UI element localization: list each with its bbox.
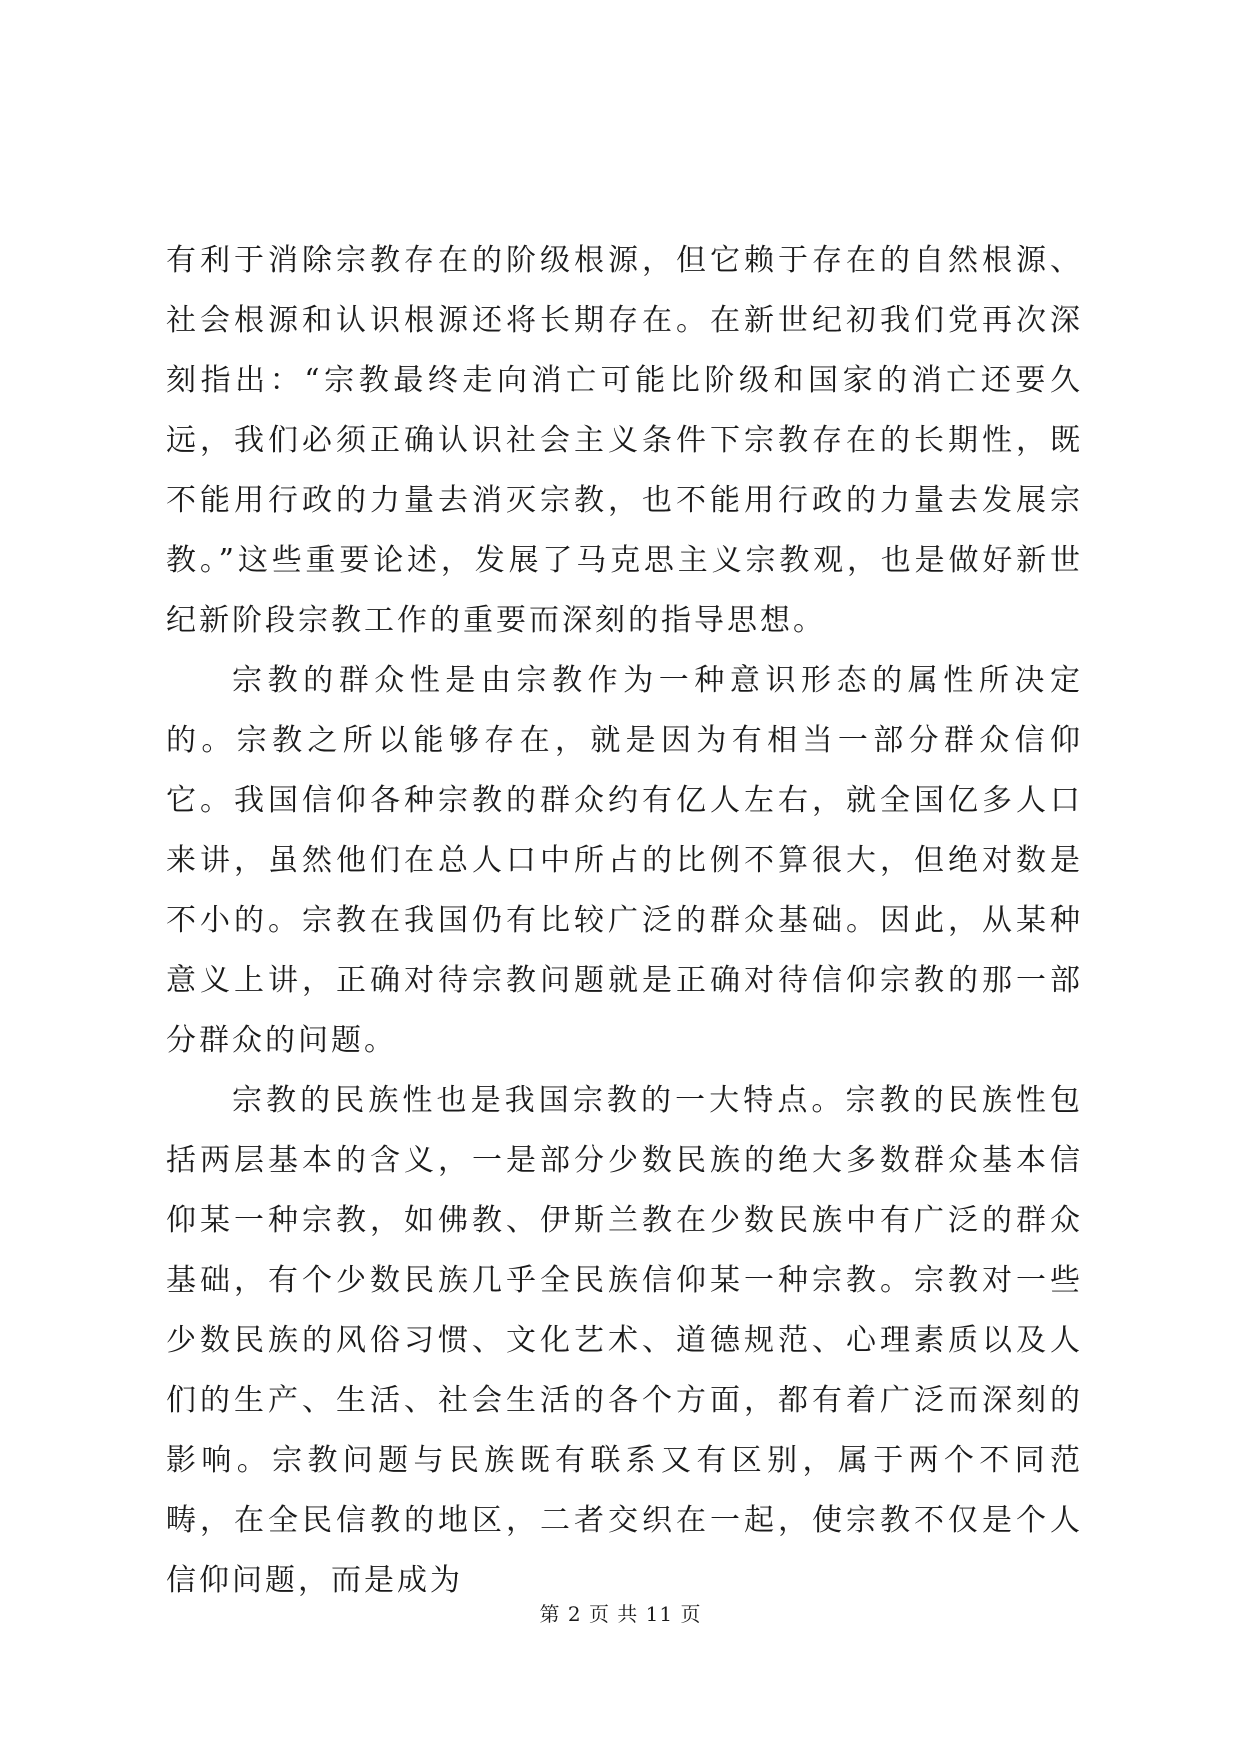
body-text (166, 231, 1083, 1611)
paragraph-ethnic-character: 宗教的民族性也是我国宗教的一大特点。宗教的民族性包括两层基本的含义，一是部分少数民族的绝大多数群众基本信仰某一种宗教，如佛教、伊斯兰教在少数民族中有广泛的群众基础，有个少数民族几乎全民族信仰某一种宗教。宗教对一些少数民族的风俗习惯、文化艺术、道德规范、心理素质以及人们的生产、生活、社会生活的各个方面，都有着广泛而深刻的影响。宗教问题与民族既有联系又有区别，属于两个不同范畴，在全民信教的地区，二者交织在一起，使宗教不仅是个人信仰问题，而是成为 (166, 1083, 1083, 1598)
page-footer: 第 2 页 共 11 页 (539, 1602, 702, 1626)
paragraph-continuation: 有利于消除宗教存在的阶级根源，但它赖于存在的自然根源、社会根源和认识根源还将长期存在。在新世纪初我们党再次深刻指出：“宗教最终走向消亡可能比阶级和国家的消亡还要久远，我们必须正确认识社会主义条件下宗教存在的长期性，既不能用行政的力量去消灭宗教，也不能用行政的力量去发展宗教。”这些重要论述，发展了马克思主义宗教观，也是做好新世纪新阶段宗教工作的重要而深刻的指导思想。 (166, 243, 1083, 638)
paragraph-mass-character: 宗教的群众性是由宗教作为一种意识形态的属性所决定的。宗教之所以能够存在，就是因为有相当一部分群众信仰它。我国信仰各种宗教的群众约有亿人左右，就全国亿多人口来讲，虽然他们在总人口中所占的比例不算很大，但绝对数是不小的。宗教在我国仍有比较广泛的群众基础。因此，从某种意义上讲，正确对待宗教问题就是正确对待信仰宗教的那一部分群众的问题。 (166, 663, 1083, 1058)
